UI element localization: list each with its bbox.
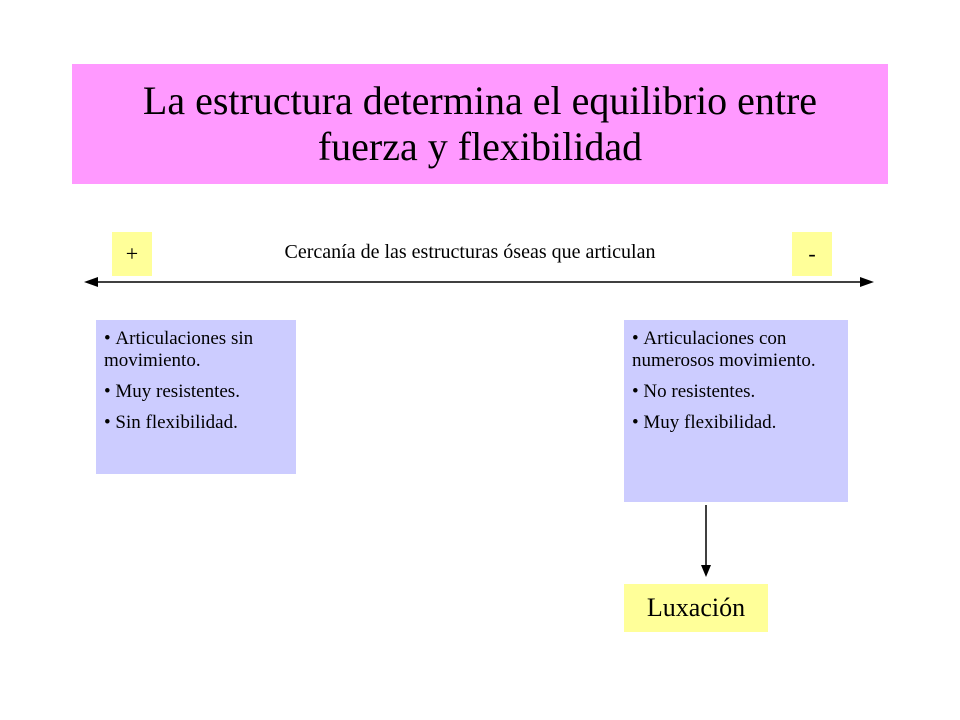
minus-sign-label: - bbox=[808, 241, 816, 266]
down-arrowhead bbox=[701, 565, 711, 577]
mobile-joints-box bbox=[624, 320, 848, 502]
left-arrowhead bbox=[84, 277, 98, 287]
plus-sign-box bbox=[112, 232, 152, 276]
title-banner bbox=[72, 64, 888, 184]
list-item: • Articulaciones sin movimiento. bbox=[104, 328, 286, 372]
minus-sign-box bbox=[792, 232, 832, 276]
rigid-joints-box bbox=[96, 320, 296, 474]
luxacion-box bbox=[624, 584, 768, 632]
list-item: • Articulaciones con numerosos movimiento. bbox=[632, 328, 838, 372]
plus-sign-label: + bbox=[125, 241, 139, 266]
list-item: • Sin flexibilidad. bbox=[104, 412, 286, 434]
list-item: • Muy resistentes. bbox=[104, 381, 286, 403]
title-line-1: La estructura determina el equilibrio entre bbox=[142, 78, 818, 123]
rigid-joints-list bbox=[104, 328, 286, 434]
luxacion-label: Luxación bbox=[646, 593, 746, 622]
list-item: • Muy flexibilidad. bbox=[632, 412, 838, 434]
list-item: • No resistentes. bbox=[632, 381, 838, 403]
axis-label: Cercanía de las estructuras óseas que articulan bbox=[284, 241, 656, 263]
right-arrowhead bbox=[860, 277, 874, 287]
mobile-joints-list bbox=[632, 328, 838, 434]
title-line-2: fuerza y flexibilidad bbox=[317, 124, 643, 169]
